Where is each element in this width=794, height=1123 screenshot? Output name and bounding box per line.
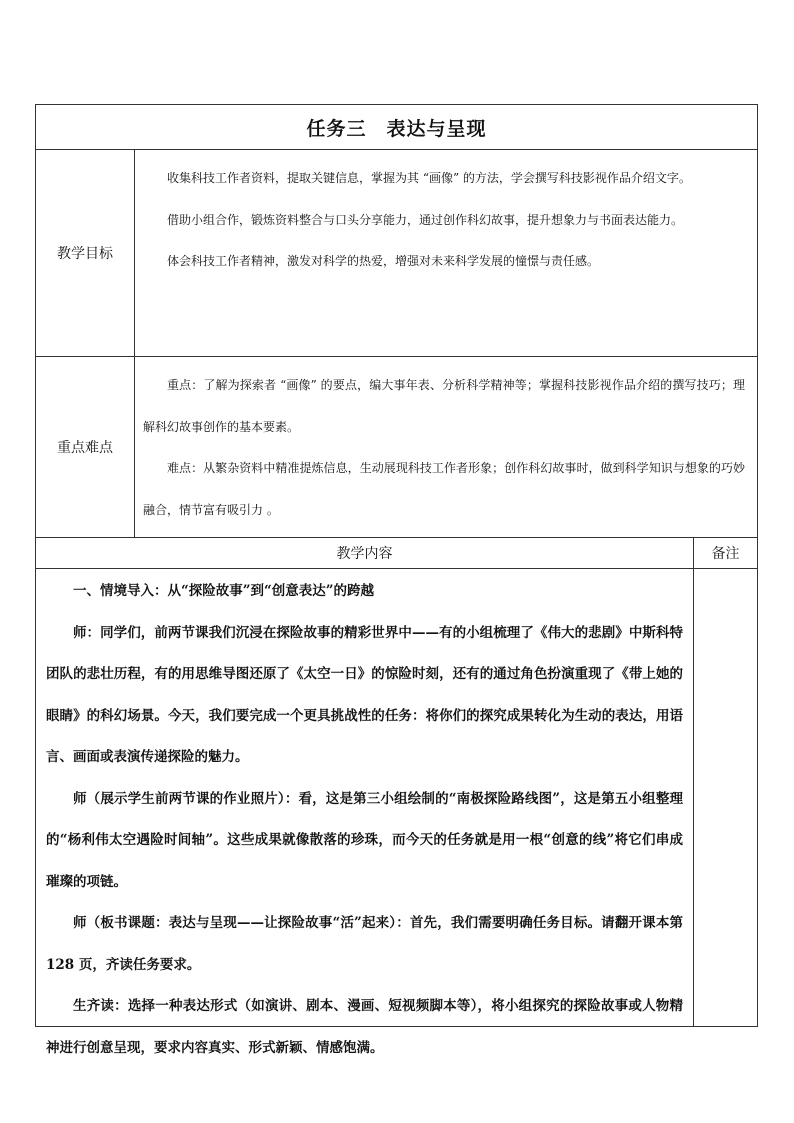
objectives-content — [135, 150, 758, 357]
keypoint-item: 难点：从繁杂资料中精准提炼信息，生动展现科技工作者形象；创作科幻故事时，做到科学知识与想象的巧妙融合，情节富有吸引力 。 — [143, 461, 746, 517]
objective-item: 体会科技工作者精神，激发对科学的热爱，增强对未来科学发展的憧憬与责任感。 — [167, 254, 600, 268]
lesson-content — [36, 569, 694, 1056]
keypoint-item: 重点：了解为探索者 “画像” 的要点，编大事年表、分析科学精神等；掌握科技影视作品介绍的撰写技巧；理解科幻故事创作的基本要素。 — [143, 378, 746, 434]
keypoints-label: 重点难点 — [36, 357, 135, 538]
lesson-plan-sheet — [35, 104, 757, 1056]
content-row — [36, 569, 758, 1027]
notes-header: 备注 — [694, 538, 758, 569]
content-paragraph: 师（展示学生前两节课的作业照片）：看，这是第三小组绘制的“南极探险路线图”，这是第五小组整理的“杨利伟太空遇险时间轴”。这些成果就像散落的珍珠，而今天的任务就是用一根“创意的线”将它们串成璀璨的项链。 — [46, 790, 683, 890]
lesson-plan-table — [35, 104, 758, 1056]
notes-cell — [694, 569, 758, 1027]
content-paragraph: 师（板书课题：表达与呈现——让探险故事“活”起来）：首先，我们需要明确任务目标。请翻开课本第 128 页，齐读任务要求。 — [46, 915, 683, 973]
content-header: 教学内容 — [36, 538, 694, 569]
content-header-row — [36, 538, 758, 569]
content-paragraph: 一、情境导入：从“探险故事”到“创意表达”的跨越 — [73, 583, 375, 599]
title-row — [36, 105, 758, 150]
objectives-row — [36, 150, 758, 357]
objectives-label: 教学目标 — [36, 150, 135, 357]
keypoints-content — [135, 357, 758, 538]
objective-item: 收集科技工作者资料，提取关键信息，掌握为其 “画像” 的方法，学会撰写科技影视作品介绍文字。 — [167, 171, 691, 185]
page-title: 任务三 表达与呈现 — [36, 105, 758, 150]
keypoints-row — [36, 357, 758, 538]
content-paragraph: 师：同学们，前两节课我们沉浸在探险故事的精彩世界中——有的小组梳理了《伟大的悲剧》中斯科特团队的悲壮历程，有的用思维导图还原了《太空一日》的惊险时刻，还有的通过角色扮演重现了《带上她的眼睛》的科幻场景。今天，我们要完成一个更具挑战性的任务：将你们的探究成果转化为生动的表达，用语言、画面或表演传递探险的魅力。 — [46, 624, 683, 765]
content-paragraph: 生齐读：选择一种表达形式（如演讲、剧本、漫画、短视频脚本等），将小组探究的探险故事或人物精神进行创意呈现，要求内容真实、形式新颖、情感饱满。 — [46, 998, 683, 1056]
objective-item: 借助小组合作，锻炼资料整合与口头分享能力，通过创作科幻故事，提升想象力与书面表达能力。 — [167, 212, 684, 227]
